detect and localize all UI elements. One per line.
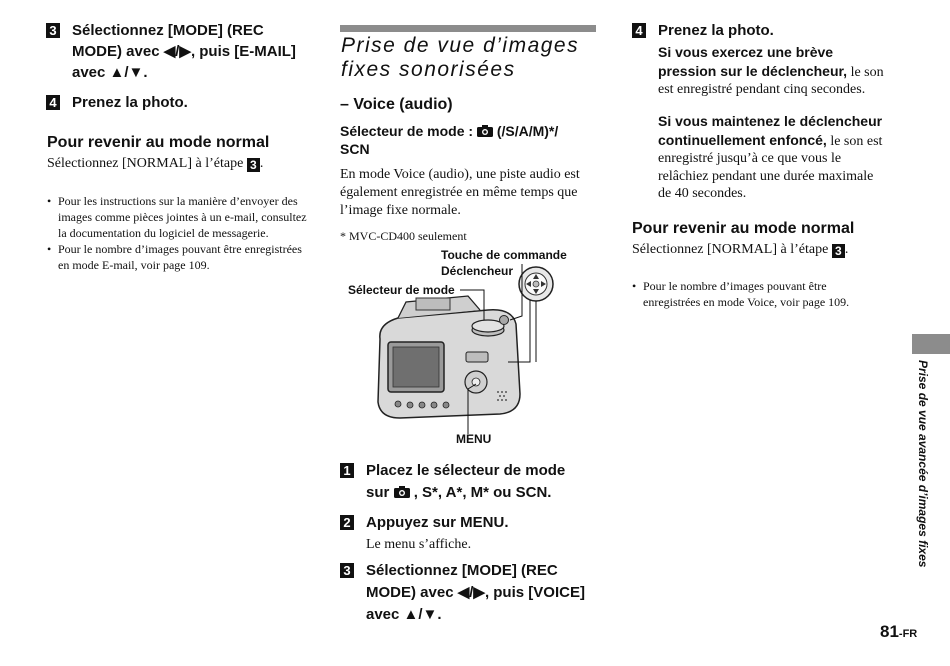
step-number: 4 [632,23,646,38]
right-para-1: Si vous exercez une brève pression sur le déclencheur, le son est enregistré pendant cinq secondes. [658,44,884,97]
label-selecteur-mode: Sélecteur de mode [348,283,455,297]
note-item: • Pour le nombre d’images pouvant être enregistrées en mode E-mail, voir page 109. [47,241,309,273]
step-number: 2 [340,515,354,530]
side-tab-marker [912,334,950,354]
right-return-heading: Pour revenir au mode normal [632,220,855,237]
note-item: • Pour les instructions sur la manière d’envoyer des images comme pièces jointes à un e-mail, consultez la documentation du logiciel de messagerie. [47,193,309,241]
left-return-text: Sélectionnez [NORMAL] à l’étape 3 . [47,156,264,172]
label-declencheur: Déclencheur [441,264,514,278]
voice-intro: En mode Voice (audio), une piste audio est également enregistrée en même temps que l’image fixe normale. [340,167,580,218]
step-number: 1 [340,463,354,478]
right-return-text: Sélectionnez [NORMAL] à l’étape 3 . [632,242,849,258]
step-2-sub: Le menu s’affiche. [366,537,472,552]
page-number: 81-FR [880,622,918,641]
left-return-heading: Pour revenir au mode normal [47,134,270,151]
mode-selector-line: Sélecteur de mode : (/S/A/M)*/ SCN [340,123,559,157]
step-text: Sélectionnez [MODE] (REC MODE) avec ◀/▶, puis [E-MAIL] avec ▲/▼. [72,22,296,81]
footnote: * MVC-CD400 seulement [340,229,467,243]
step-text: Appuyez sur MENU. [366,514,509,531]
right-para-2: Si vous maintenez le déclencheur continuellement enfoncé, le son est enregistré jusqu’à ce que vous le relâchiez pendant une durée maximale de 40 secondes. [658,113,883,201]
step-number: 3 [340,563,354,578]
label-menu: MENU [456,432,492,446]
step-number: 4 [46,95,60,110]
left-notes [47,193,309,273]
step-ref: 3 [832,244,845,258]
step-text: Sélectionnez [MODE] (REC MODE) avec ◀/▶, puis [VOICE] avec ▲/▼. [366,562,585,623]
camera-illustration [340,244,600,434]
voice-subheading: – Voice (audio) [340,96,453,113]
side-tab-text: Prise de vue avancée d’images fixes [916,360,930,568]
step-text: Prenez la photo. [658,22,774,39]
section-title: Prise de vue d’images fixes sonorisées [341,34,580,81]
label-touche-commande: Touche de commande [441,248,567,262]
step-ref: 3 [247,158,260,172]
step-number: 3 [46,23,60,38]
section-rule [340,25,596,32]
step-text: Prenez la photo. [72,94,188,111]
camera-icon [394,486,410,498]
right-notes [632,278,882,310]
camera-diagram [340,244,600,454]
camera-body-icon [378,296,520,418]
control-pad-icon [519,267,553,301]
note-item: • Pour le nombre d’images pouvant être enregistrées en mode Voice, voir page 109. [632,278,882,310]
side-tab [916,360,940,575]
camera-icon [477,125,493,137]
